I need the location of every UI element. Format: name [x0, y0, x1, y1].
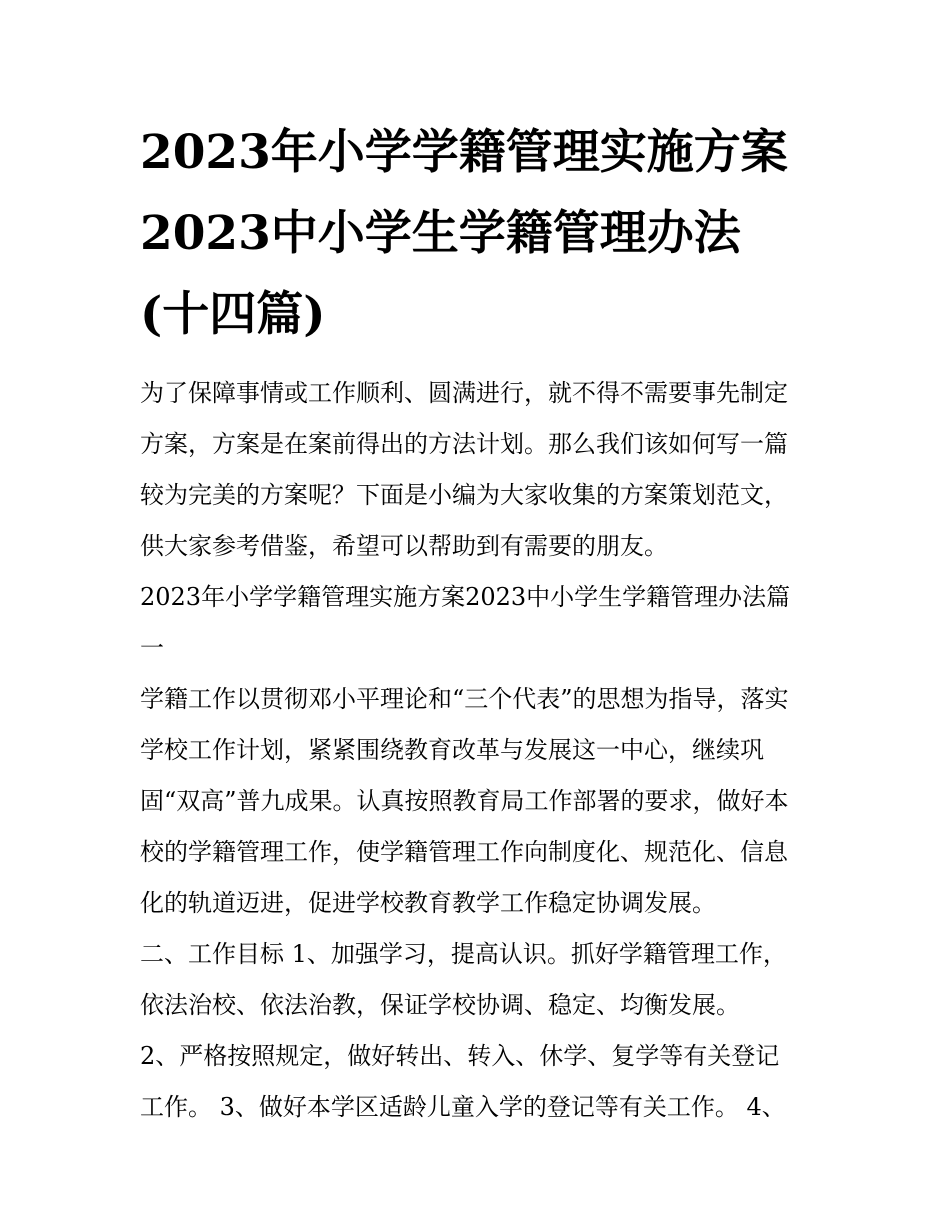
paragraph-2 — [140, 929, 820, 1031]
section-heading-line-2: 一 — [140, 634, 164, 662]
document-page — [140, 112, 820, 1133]
paragraph-3-line-2: 工作。 3、做好本学区适龄儿童入学的登记等有关工作。 4、 — [140, 1093, 786, 1121]
paragraph-2-line-2: 依法治校、依法治教，保证学校协调、稳定、均衡发展。 — [140, 991, 740, 1019]
intro-line-4: 供大家参考借鉴，希望可以帮助到有需要的朋友。 — [140, 532, 668, 560]
paragraph-1 — [140, 674, 820, 929]
paragraph-3 — [140, 1031, 820, 1133]
paragraph-2-line-1: 二、工作目标 1、加强学习，提高认识。抓好学籍管理工作， — [140, 940, 787, 968]
section-heading — [140, 572, 820, 674]
paragraph-3-line-1: 2、严格按照规定，做好转出、转入、休学、复学等有关登记 — [140, 1042, 780, 1070]
paragraph-1-line-3: 固“双高”普九成果。认真按照教育局工作部署的要求，做好本 — [140, 787, 789, 815]
title-line-3: (十四篇) — [140, 287, 326, 342]
intro-line-3: 较为完美的方案呢？下面是小编为大家收集的方案策划范文， — [140, 481, 788, 509]
paragraph-1-line-5: 化的轨道迈进，促进学校教育教学工作稳定协调发展。 — [140, 889, 716, 917]
paragraph-1-line-1: 学籍工作以贯彻邓小平理论和“三个代表”的思想为指导，落实 — [140, 685, 789, 713]
section-heading-line-1: 2023年小学学籍管理实施方案2023中小学生学籍管理办法篇 — [140, 583, 791, 611]
paragraph-1-line-4: 校的学籍管理工作，使学籍管理工作向制度化、规范化、信息 — [140, 838, 788, 866]
intro-line-2: 方案，方案是在案前得出的方法计划。那么我们该如何写一篇 — [140, 430, 788, 458]
intro-paragraph — [140, 368, 820, 572]
title-line-1: 2023年小学学籍管理实施方案 — [140, 125, 788, 180]
paragraph-1-line-2: 学校工作计划，紧紧围绕教育改革与发展这一中心，继续巩 — [140, 736, 764, 764]
document-title — [140, 112, 820, 355]
title-line-2: 2023中小学生学籍管理办法 — [140, 206, 741, 261]
intro-line-1: 为了保障事情或工作顺利、圆满进行，就不得不需要事先制定 — [140, 379, 788, 407]
